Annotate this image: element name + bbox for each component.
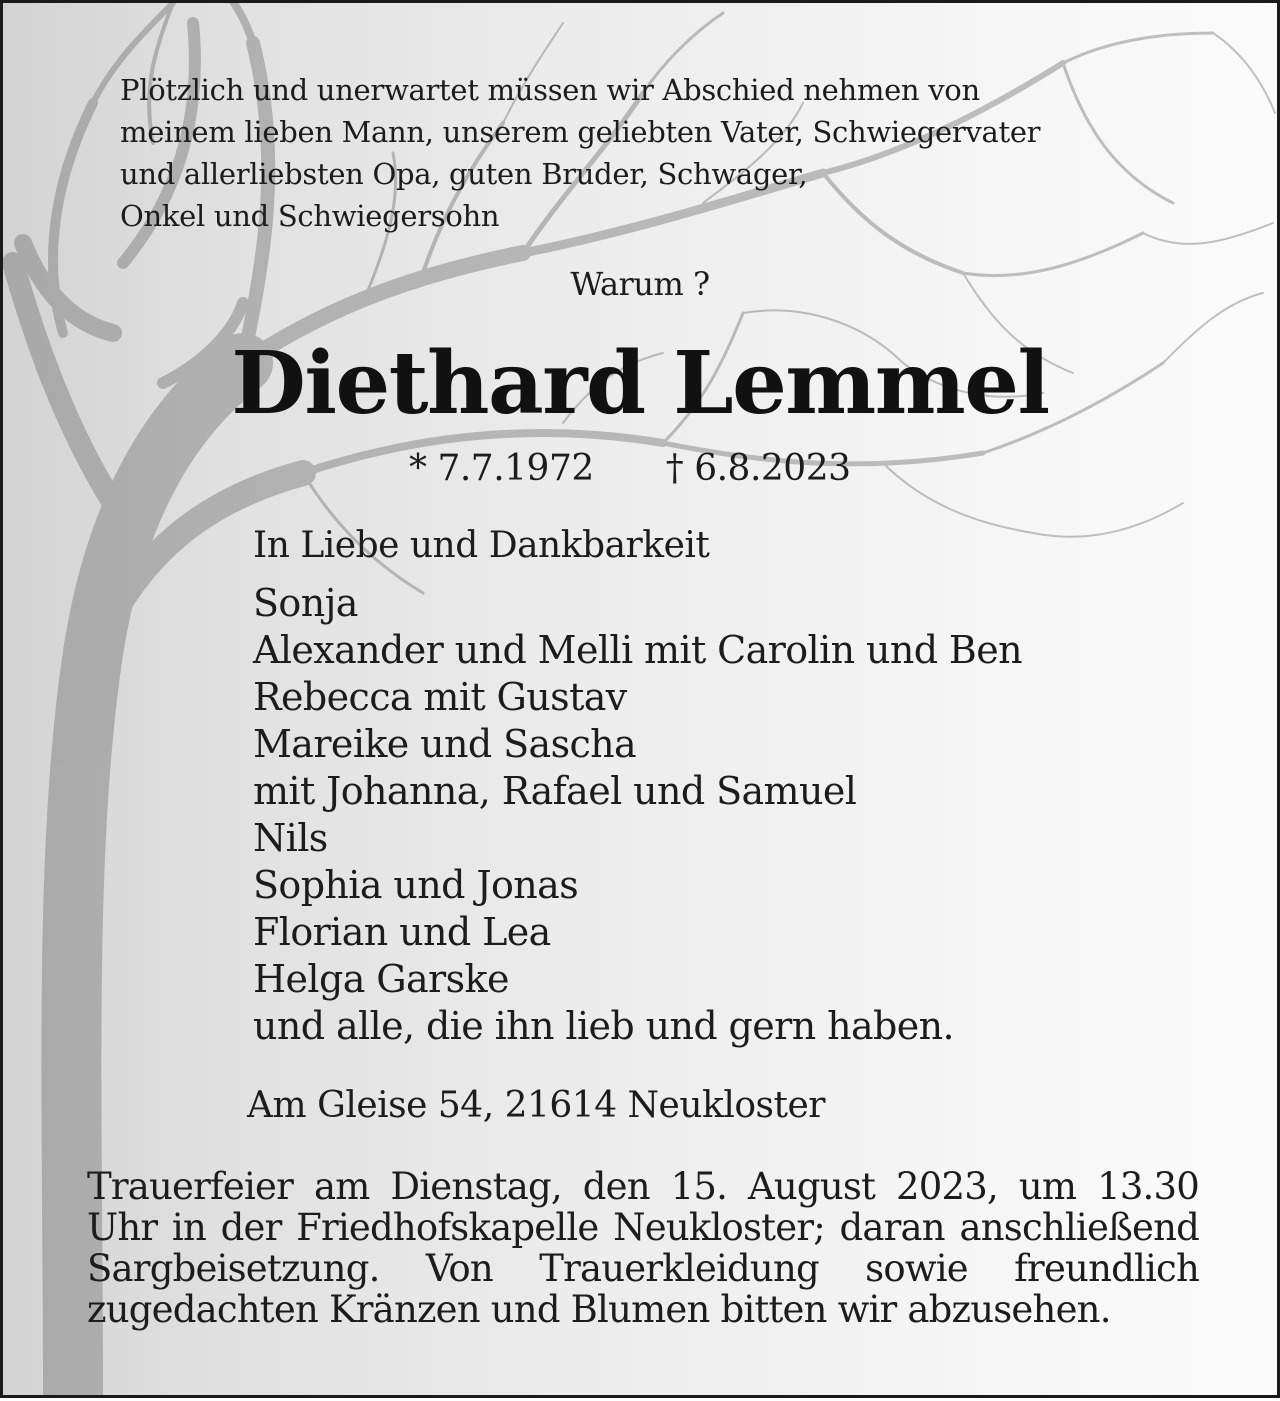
deceased-name: Diethard Lemmel — [231, 333, 1049, 434]
mourner-line: Florian und Lea — [253, 910, 551, 954]
mourner-line: und alle, die ihn lieb und gern haben. — [253, 1004, 954, 1048]
intro-line: und allerliebsten Opa, guten Bruder, Schwager, — [120, 157, 808, 191]
intro-line: Onkel und Schwiegersohn — [120, 199, 500, 233]
mourner-line: Sonja — [253, 581, 358, 625]
intro-text — [120, 69, 1220, 237]
mourner-line: Helga Garske — [253, 957, 509, 1001]
mourner-line: mit Johanna, Rafael und Samuel — [253, 769, 857, 813]
mourner-line: Mareike und Sascha — [253, 722, 637, 766]
thanks-line: In Liebe und Dankbarkeit — [253, 525, 710, 566]
question-text: Warum ? — [570, 265, 710, 303]
intro-line: Plötzlich und unerwartet müssen wir Abschied nehmen von — [120, 73, 980, 107]
mourner-line: Nils — [253, 816, 328, 860]
birth-date: * 7.7.1972 — [409, 448, 594, 489]
intro-line: meinem lieben Mann, unserem geliebten Vater, Schwiegervater — [120, 115, 1041, 149]
mourner-line: Alexander und Melli mit Carolin und Ben — [253, 628, 1022, 672]
life-dates — [409, 448, 851, 489]
address: Am Gleise 54, 21614 Neukloster — [247, 1085, 825, 1126]
mourners-list — [253, 580, 1022, 1050]
obituary-content — [3, 3, 1277, 1395]
death-date: † 6.8.2023 — [665, 448, 851, 489]
funeral-notice: Trauerfeier am Dienstag, den 15. August 2023, um 13.30 Uhr in der Friedhofskapelle Neukloster; daran anschließend Sargbeisetzung. Von Trauerkleidung sowie freundlich zugedachten Kränzen und Blumen bitten wir abzusehen. — [87, 1165, 1199, 1331]
mourner-line: Rebecca mit Gustav — [253, 675, 627, 719]
mourner-line: Sophia und Jonas — [253, 863, 579, 907]
